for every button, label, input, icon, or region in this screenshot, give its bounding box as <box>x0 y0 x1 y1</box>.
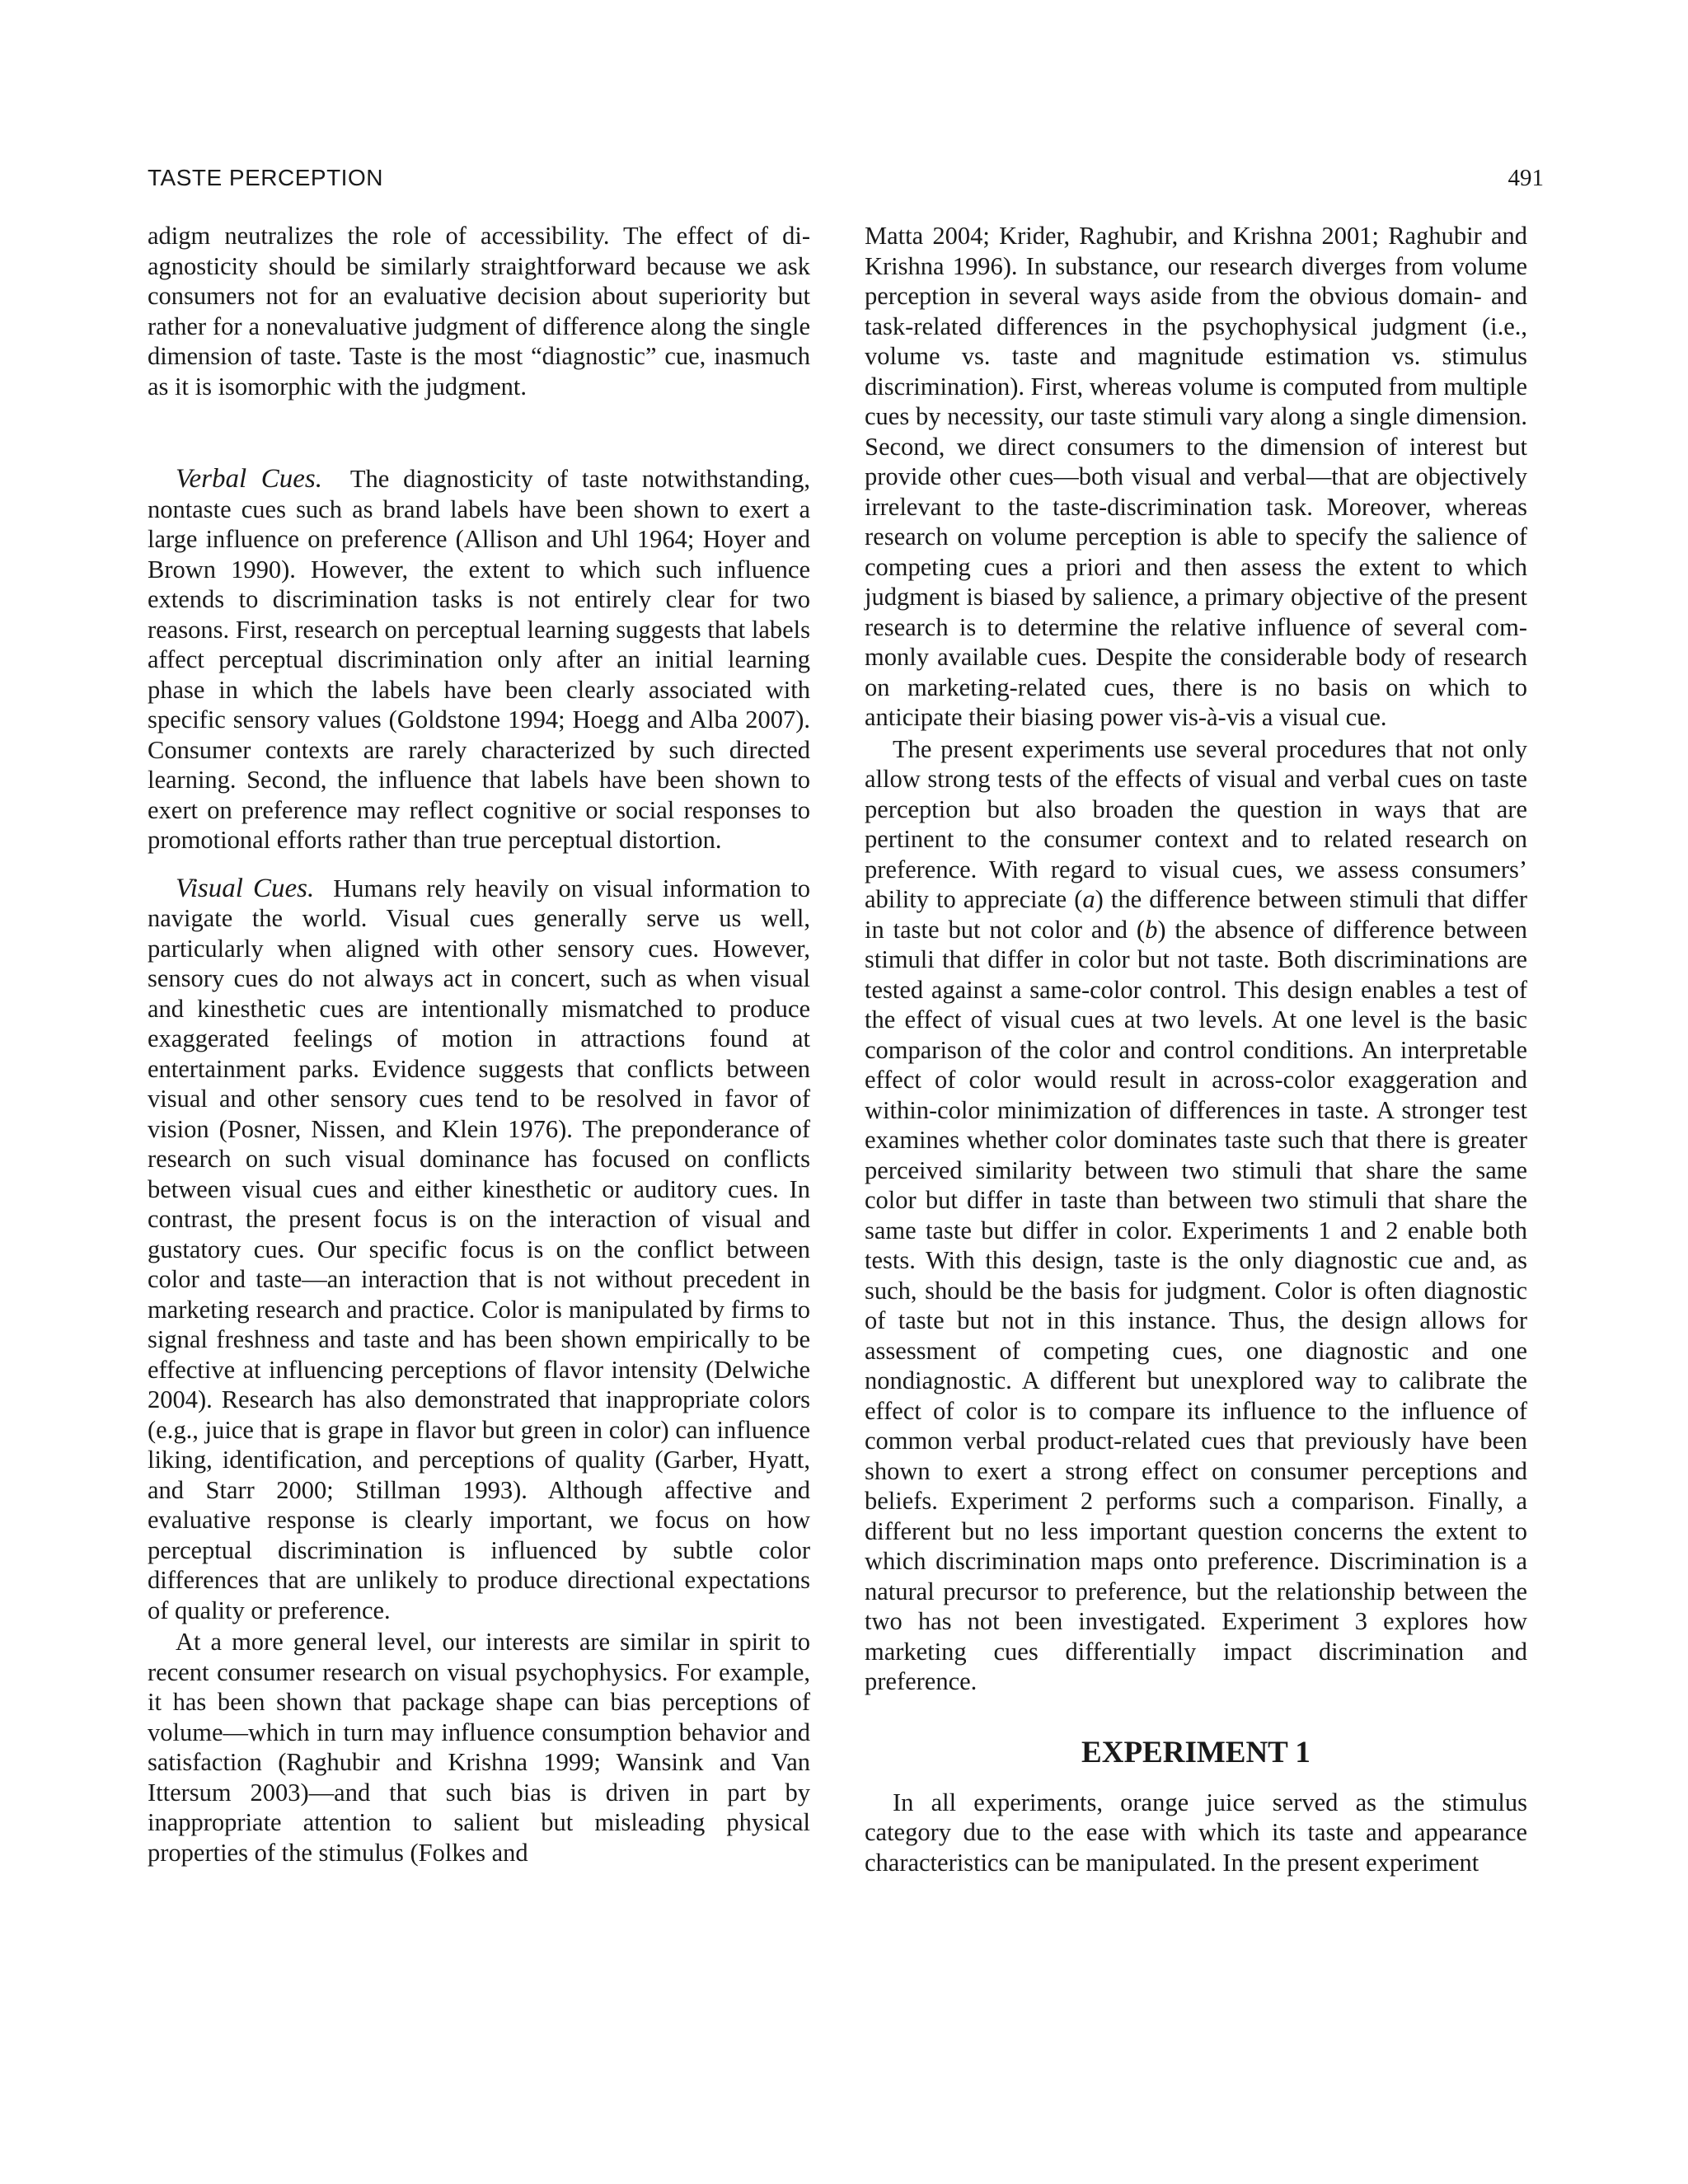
paragraph-verbal-cues <box>148 464 810 855</box>
paragraph-present-experiments <box>865 734 1527 1697</box>
item-a: a <box>1082 885 1095 913</box>
right-column <box>865 221 1527 1877</box>
paragraph-general-level: At a more general level, our interests are similar in spirit to recent consumer research on visual psychophysics. For example, it has been shown that package shape can bias perceptions of volume—which in turn may influence consumption behavior and satisfaction (Raghubir and Krishna 1999; Wansink and Van Ittersum 2003)—and that such bias is driven in part by inappropriate attention to salient but misleading physical properties of the stimulus (Folkes and <box>148 1628 810 1867</box>
item-b: b <box>1145 915 1158 944</box>
paragraph-visual-cues <box>148 874 810 1626</box>
verbal-cues-heading: Verbal Cues. <box>176 464 322 494</box>
present-text-1: The present experiments use several procedures that not only allow strong tests of the effects of visual and verbal cues on taste perception but also broaden the question in ways that are pertinent to the consumer context and to related research on preference. With regard to visual cues, we assess consumers’ ability to appreciate ( <box>865 734 1527 913</box>
page-number: 491 <box>1507 165 1544 191</box>
paragraph-volume-perception: Matta 2004; Krider, Raghubir, and Krishna 2001; Raghubir and Krishna 1996). In substance, our research diverges from volume perception in several ways aside from the obvious domain- and task-related differences in the psychophysical judgment (i.e., volume vs. taste and magnitude estimation vs. stimulus discrimination). First, whereas volume is computed from multiple cues by necessity, our taste stimuli vary along a single dimension. Second, we direct consumers to the dimension of interest but provide other cues—both visual and verbal—that are objectively irrelevant to the taste-discrimination task. Moreover, whereas research on volume perception is able to specify the salience of competing cues a priori and then assess the extent to which judgment is biased by salience, a primary objective of the present research is to determine the relative influence of several commonly available cues. Despite the considerable body of research on marketing-related cues, there is no basis on which to anticipate their biasing power vis-à-vis a visual cue. <box>865 222 1527 731</box>
visual-cues-text: Humans rely heavily on visual information to navigate the world. Visual cues generally serve us well, particularly when aligned with other sensory cues. However, sensory cues do not always act in concert, such as when visual and kinesthetic cues are intentionally mismatched to produce exaggerated feelings of motion in attractions found at entertainment parks. Evidence suggests that conflicts between visual and other sensory cues tend to be resolved in favor of vision (Posner, Nissen, and Klein 1976). The preponderance of research on such visual dominance has focused on conflicts between visual cues and either kinesthetic or auditory cues. In contrast, the present focus is on the interaction of visual and gustatory cues. Our specific focus is on the conflict between color and taste—an interaction that is not without precedent in marketing research and practice. Color is manipulated by firms to signal freshness and taste and has been shown empirically to be effective at influencing perceptions of flavor intensity (Delwiche 2004). Research has also demonstrated that inappropriate colors (e.g., juice that is grape in flavor but green in color) can influence liking, identification, and perceptions of quality (Garber, Hyatt, and Starr 2000; Stillman 1993). Although affective and evaluative response is clearly important, we focus on how perceptual discrimination is influenced by subtle color differences that are unlikely to produce directional expectations of quality or preference. <box>148 874 811 1624</box>
experiment-1-heading: EXPERIMENT 1 <box>1081 1735 1311 1769</box>
paragraph-accessibility: adigm neutralizes the role of accessibility. The effect of diagnosticity should be similarly straightforward because we ask consumers not for an evaluative decision about superiority but rather for a nonevaluative judgment of difference along the single dimension of taste. Taste is the most “diagnostic” cue, inasmuch as it is isomorphic with the judgment. <box>148 222 810 401</box>
verbal-cues-text: The diagnosticity of taste notwithstanding, nontaste cues such as brand labels have been shown to exert a large influence on preference (Allison and Uhl 1964; Hoyer and Brown 1990). However, the extent to which such influence extends to discrimination tasks is not entirely clear for two reasons. First, research on perceptual learning suggests that labels affect perceptual discrimination only after an initial learning phase in which the labels have been clearly associated with specific sensory values (Goldstone 1994; Hoegg and Alba 2007). Consumer contexts are rarely characterized by such directed learning. Second, the influence that labels have been shown to exert on preference may reflect cognitive or social responses to promotional efforts rather than true perceptual distortion. <box>148 465 810 854</box>
paragraph-experiment-1: In all experiments, orange juice served as the stimulus category due to the ease with which its taste and appearance characteristics can be manipulated. In the present experiment <box>865 1788 1527 1877</box>
running-head: TASTE PERCEPTION <box>148 165 383 190</box>
present-text-2: ) the difference between stimuli that differ in taste but not color and ( <box>865 885 1528 944</box>
visual-cues-heading: Visual Cues. <box>176 873 315 903</box>
left-column <box>148 221 810 1868</box>
present-text-3: ) the absence of difference between stimuli that differ in color but not taste. Both discriminations are tested against a same-color control. This design enables a test of the effect of visual cues at two levels. At one level is the basic comparison of the color and control conditions. An interpretable effect of color would result in across-color exaggeration and within-color minimization of differences in taste. A stronger test examines whether color dominates taste such that there is greater perceived similarity between two stimuli that share the same color but differ in taste than between two stimuli that share the same taste but differ in color. Experiments 1 and 2 enable both tests. With this design, taste is the only diagnostic cue and, as such, should be the basis for judgment. Color is often diagnostic of taste but not in this instance. Thus, the design allows for assessment of competing cues, one diagnostic and one nondiagnostic. A different but unexplored way to calibrate the effect of color is to compare its influence to the influence of common verbal product-related cues that previously have been shown to exert a strong effect on consumer perceptions and beliefs. Experiment 2 performs such a comparison. Finally, a different but no less important question concerns the extent to which discrimination maps onto preference. Discrimination is a natural precursor to preference, but the relationship between the two has not been investigated. Experiment 3 explores how marketing cues differentially impact discrimination and preference. <box>865 915 1527 1695</box>
